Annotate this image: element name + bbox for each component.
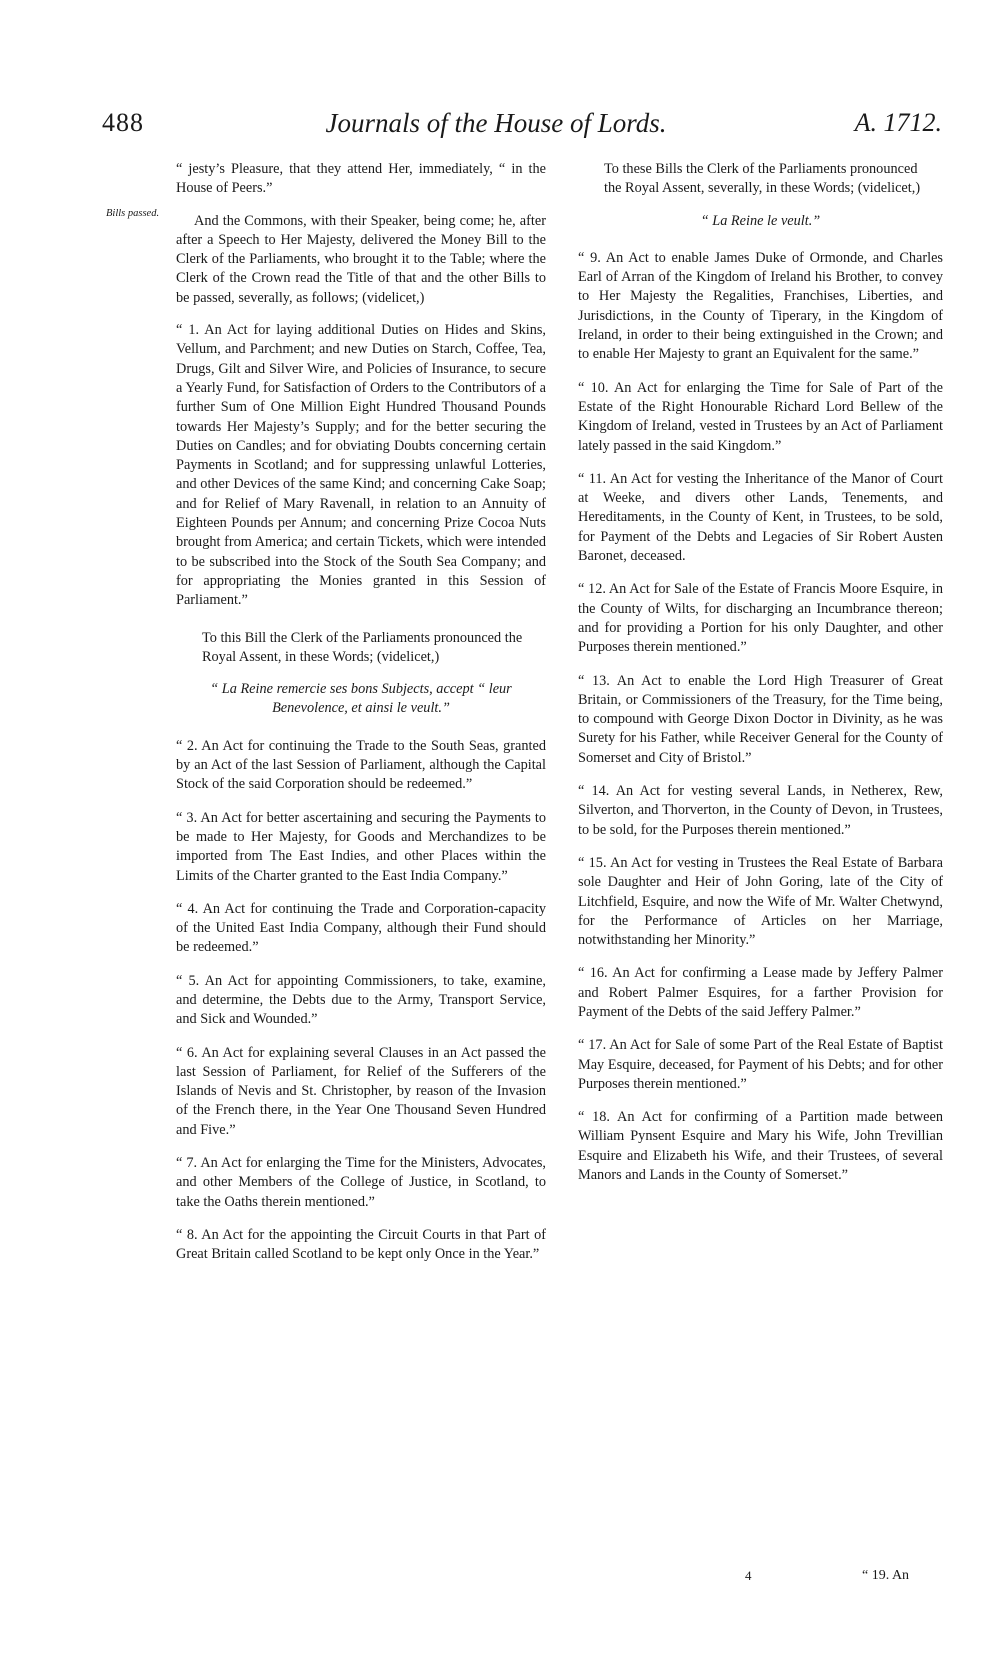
act-9: “ 9. An Act to enable James Duke of Ormonde, and Charles Earl of Arran of the Kingdom of Ireland his Brother, to convey to Her Majesty the Regalities, Franchises, Liberties, and Jurisdictions, in the County of Tiperary, in the Kingdom of Ireland, in order to their being extinguished in the Crown; and to enable Her Majesty to grant an Equivalent for the same.”	[578, 249, 943, 363]
signature-mark: 4	[745, 1568, 752, 1583]
act-1: “ 1. An Act for laying additional Duties on Hides and Skins, Vellum, and Parchment; and new Duties on Starch, Coffee, Tea, Drugs, Gilt and Silver Wire, and Policies of Insurance, to secure a Yearly Fund, for Satisfaction of Orders to the Contributors of a further Sum of One Million Eight Hundred Thousand Pounds towards Her Majesty’s Supply; and for the better securing the Duties on Candles; and for obviating Doubts concerning certain Payments in Scotland; and for suppressing unlawful Lotteries, and other Devices of the same Kind; and concerning Cake Soap; and for Relief of Mary Ravenall, in relation to an Annuity of Eighteen Pounds per Annum; and concerning Prize Cocoa Nuts brought from America; and certain Tickets, which were intended to be subscribed into the Stock of the South Sea Company; and for appropriating the Monies granted in this Session of Parliament.”	[176, 322, 546, 609]
act-3: “ 3. An Act for better ascertaining and securing the Payments to be made to Her Majesty, for Goods and Merchandizes to be imported from The East Indies, and other Places within the Limits of the Charter granted to the East India Company.”	[176, 809, 546, 884]
left-column	[176, 160, 546, 1279]
commons-paragraph: And the Commons, with their Speaker, being come; he, after after a Speech to Her Majesty, delivered the Money Bill to the Clerk of the Parliaments, who brought it to the Table; where the Clerk of the Crown read the Title of that and the other Bills to be passed, severally, as follows; (videlicet,)	[176, 212, 546, 306]
page-number: 488	[102, 108, 144, 137]
assent-intro-money-bill: To this Bill the Clerk of the Parliaments pronounced the Royal Assent, in these Words; (videlicet,)	[202, 629, 523, 665]
running-year: A. 1712.	[854, 108, 942, 137]
margin-note: Bills passed.	[106, 208, 160, 219]
act-14: “ 14. An Act for vesting several Lands, in Netherex, Rew, Silverton, and Thorverton, in the County of Devon, in Trustees, to be sold, for the Purposes therein mentioned.”	[578, 783, 943, 838]
catchword: “ 19. An	[862, 1568, 910, 1583]
act-10: “ 10. An Act for enlarging the Time for Sale of Part of the Estate of the Right Honourable Richard Lord Bellew of the Kingdom of Ireland, vested in Trustees by an Act of Parliament lately passed in the said Kingdom.”	[578, 379, 943, 454]
act-4: “ 4. An Act for continuing the Trade and Corporation-capacity of the United East India Company, although their Fund should be redeemed.”	[176, 900, 546, 956]
act-8: “ 8. An Act for the appointing the Circuit Courts in that Part of Great Britain called Scotland to be kept only Once in the Year.”	[176, 1226, 546, 1263]
assent-intro-bills: To these Bills the Clerk of the Parliaments pronounced the Royal Assent, severally, in these Words; (videlicet,)	[604, 161, 921, 197]
act-7: “ 7. An Act for enlarging the Time for the Ministers, Advocates, and other Members of the College of Justice, in Scotland, to take the Oaths therein mentioned.”	[176, 1155, 546, 1210]
right-column	[578, 160, 943, 1199]
act-6: “ 6. An Act for explaining several Clauses in an Act passed the last Session of Parliament, for Relief of the Sufferers of the Islands of Nevis and St. Christopher, by reason of the Invasion of the French there, in the Year One Thousand Seven Hundred and Five.”	[176, 1044, 546, 1138]
opening-text: “ jesty’s Pleasure, that they attend Her, immediately, “ in the House of Peers.”	[176, 161, 546, 197]
act-2: “ 2. An Act for continuing the Trade to the South Seas, granted by an Act of the last Session of Parliament, although the Capital Stock of the said Corporation should be redeemed.”	[176, 737, 546, 793]
act-15: “ 15. An Act for vesting in Trustees the Real Estate of Barbara sole Daughter and Heir of John Goring, late of the City of Litchfield, Esquire, and now the Wife of Mr. Walter Chetwynd, for the Performance of Articles on her Marriage, notwithstanding her Minority.”	[578, 854, 943, 949]
act-17: “ 17. An Act for Sale of some Part of the Real Estate of Baptist May Esquire, deceased, for Payment of his Debts; and for other Purposes therein mentioned.”	[578, 1037, 943, 1092]
running-title: Journals of the House of Lords.	[325, 108, 667, 138]
act-5: “ 5. An Act for appointing Commissioners, to take, examine, and determine, the Debts due to the Army, Transport Service, and Sick and Wounded.”	[176, 972, 546, 1028]
act-11: “ 11. An Act for vesting the Inheritance of the Manor of Court at Weeke, and divers other Lands, Tenements, and Hereditaments, in the County of Kent, in Trustees, to be sold, for Payment of the Debts and Legacies of Sir Robert Austen Baronet, deceased.	[578, 470, 943, 565]
act-13: “ 13. An Act to enable the Lord High Treasurer of Great Britain, or Commissioners of the Treasury, for the Time being, to compound with George Dixon Doctor in Divinity, as he was Surety for his Father, while Receiver General for the County of Somerset and City of Bristol.”	[578, 672, 943, 766]
act-16: “ 16. An Act for confirming a Lease made by Jeffery Palmer and Robert Palmer Esquires, for a farther Provision for Payment of the Debts of the said Jeffery Palmer.”	[578, 965, 943, 1020]
page-header	[0, 108, 992, 148]
act-12: “ 12. An Act for Sale of the Estate of Francis Moore Esquire, in the County of Wilts, for discharging an Incumbrance thereon; and for providing a Portion for his only Daughter, and other Purposes therein mentioned.”	[578, 581, 943, 656]
act-18: “ 18. An Act for confirming of a Partition made between William Pynsent Esquire and Mary his Wife, John Trevillian Esquire and Elizabeth his Wife, and their Trustees, of several Manors and Lands in the County of Somerset.”	[578, 1109, 943, 1184]
assent-formula-money-bill: “ La Reine remercie ses bons Subjects, accept “ leur Benevolence, et ainsi le veult.”	[210, 681, 512, 717]
assent-formula-bills: “ La Reine le veult.”	[700, 212, 821, 229]
